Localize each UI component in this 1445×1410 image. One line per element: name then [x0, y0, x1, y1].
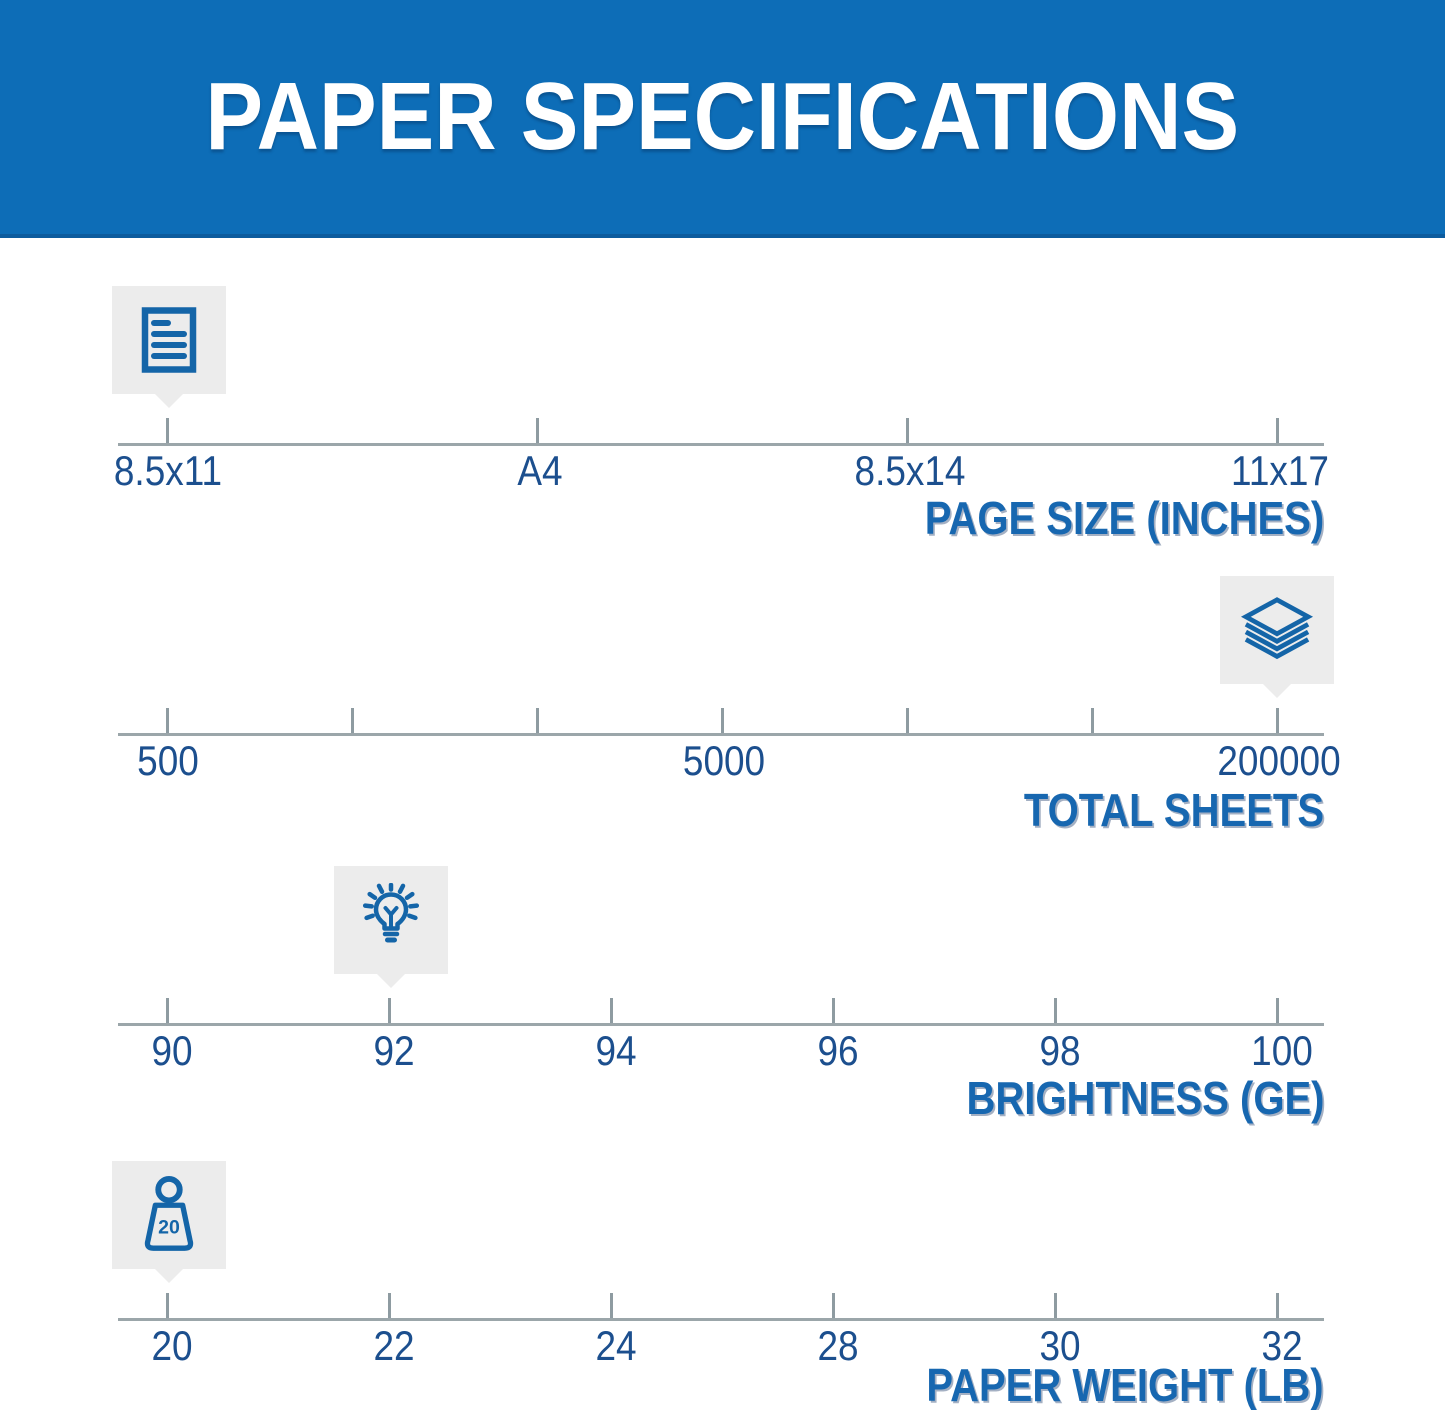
- document-icon: [141, 307, 197, 373]
- axis-title-paper-weight: PAPER WEIGHT (LB): [926, 1359, 1324, 1410]
- tick: [1091, 708, 1094, 733]
- paper-weight-marker: [112, 1161, 226, 1269]
- total-sheets-ruler: [118, 733, 1324, 736]
- brightness-marker: [334, 866, 448, 974]
- tick-label: 28: [817, 1322, 859, 1369]
- total-sheets-marker: [1220, 576, 1334, 684]
- paper-stack-icon: [1240, 597, 1314, 663]
- tick-label: 92: [373, 1027, 415, 1074]
- tick-label: 100: [1251, 1027, 1313, 1074]
- tick: [166, 998, 169, 1023]
- tick-label: 200000: [1217, 737, 1341, 784]
- tick: [166, 418, 169, 443]
- tick-label: 94: [595, 1027, 637, 1074]
- weight-badge-value: 20: [158, 1216, 180, 1239]
- tick-label: 96: [817, 1027, 859, 1074]
- weight-icon: [140, 1176, 198, 1254]
- marker-pointer: [155, 394, 183, 408]
- tick-label: 30: [1039, 1322, 1081, 1369]
- tick-label: 98: [1039, 1027, 1081, 1074]
- tick-label: 90: [151, 1027, 193, 1074]
- tick-label: 5000: [682, 737, 766, 784]
- page-size-ruler: [118, 443, 1324, 446]
- header-banner: [0, 0, 1445, 238]
- tick: [1276, 998, 1279, 1023]
- tick: [721, 708, 724, 733]
- tick: [1276, 1293, 1279, 1318]
- tick: [1054, 998, 1057, 1023]
- tick: [1054, 1293, 1057, 1318]
- tick-label: 20: [151, 1322, 193, 1369]
- axis-title-total-sheets: TOTAL SHEETS: [1023, 784, 1324, 836]
- tick: [906, 708, 909, 733]
- lightbulb-icon: [359, 883, 423, 957]
- tick: [351, 708, 354, 733]
- marker-pointer: [155, 1269, 183, 1283]
- tick: [1276, 708, 1279, 733]
- brightness-ruler: [118, 1023, 1324, 1026]
- tick-label: 22: [373, 1322, 415, 1369]
- tick-label: 24: [595, 1322, 637, 1369]
- page-title: PAPER SPECIFICATIONS: [205, 63, 1240, 170]
- tick: [166, 1293, 169, 1318]
- tick: [832, 998, 835, 1023]
- marker-pointer: [377, 974, 405, 988]
- tick: [388, 1293, 391, 1318]
- tick: [1276, 418, 1279, 443]
- tick-label: 8.5x14: [854, 447, 966, 494]
- tick: [832, 1293, 835, 1318]
- tick: [536, 418, 539, 443]
- tick: [166, 708, 169, 733]
- tick-label: 8.5x11: [113, 447, 223, 494]
- tick-label: 500: [137, 737, 199, 784]
- tick-label: 32: [1261, 1322, 1303, 1369]
- tick: [610, 1293, 613, 1318]
- page-size-marker: [112, 286, 226, 394]
- tick-label: 11x17: [1231, 447, 1329, 494]
- tick: [388, 998, 391, 1023]
- marker-pointer: [1263, 684, 1291, 698]
- paper-weight-ruler: [118, 1318, 1324, 1321]
- axis-title-brightness: BRIGHTNESS (GE): [966, 1072, 1324, 1124]
- tick-label: A4: [517, 447, 563, 494]
- tick: [610, 998, 613, 1023]
- tick: [536, 708, 539, 733]
- axis-title-page-size: PAGE SIZE (INCHES): [924, 492, 1324, 544]
- tick: [906, 418, 909, 443]
